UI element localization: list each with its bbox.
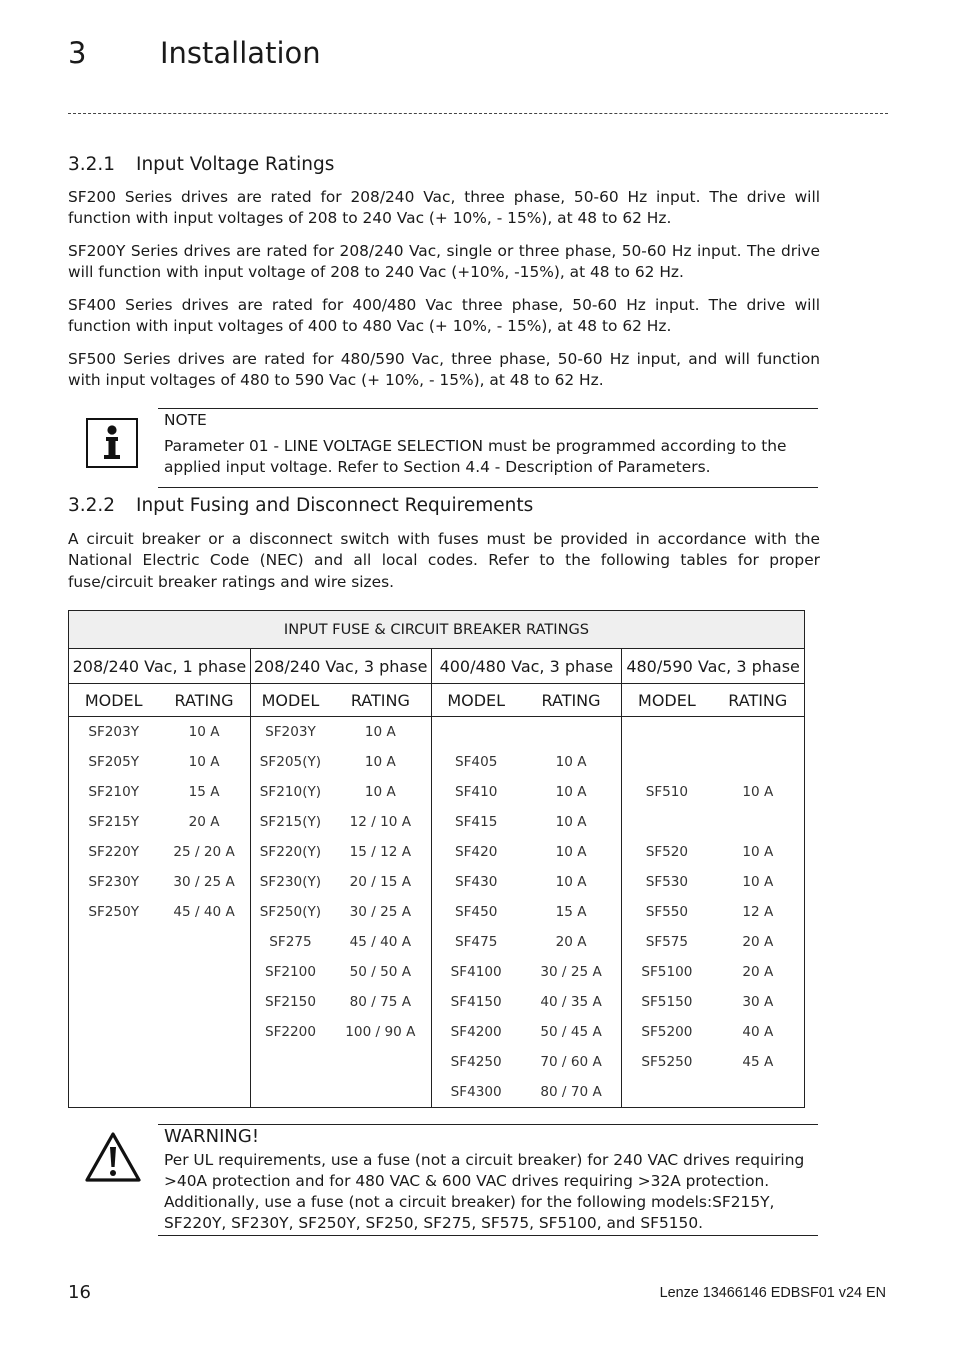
note-top-rule	[158, 408, 818, 409]
rating-cell: 15 / 12 A	[330, 837, 431, 867]
model-cell: SF4100	[431, 957, 521, 987]
rating-cell	[158, 1047, 250, 1077]
rating-cell	[330, 1077, 431, 1108]
model-cell	[69, 987, 159, 1017]
rating-cell: 10 A	[712, 777, 805, 807]
model-cell: SF250(Y)	[250, 897, 330, 927]
rating-cell: 12 / 10 A	[330, 807, 431, 837]
rating-cell: 10 A	[712, 867, 805, 897]
column-header-rating: RATING	[158, 684, 250, 717]
chapter-number: 3	[68, 36, 87, 70]
rating-cell: 15 A	[158, 777, 250, 807]
rating-cell	[158, 957, 250, 987]
rating-cell: 40 A	[712, 1017, 805, 1047]
model-cell: SF2100	[250, 957, 330, 987]
table-row	[69, 927, 805, 957]
model-cell: SF210Y	[69, 777, 159, 807]
rating-cell: 30 / 25 A	[521, 957, 622, 987]
table-row	[69, 1017, 805, 1047]
model-cell: SF530	[622, 867, 712, 897]
header-divider	[68, 113, 888, 114]
fuse-rating-table	[68, 610, 805, 1108]
column-header-rating: RATING	[712, 684, 805, 717]
model-cell: SF215Y	[69, 807, 159, 837]
group-header: 480/590 Vac, 3 phase	[622, 649, 805, 684]
rating-cell: 10 A	[330, 717, 431, 748]
table-row	[69, 957, 805, 987]
rating-cell: 10 A	[521, 867, 622, 897]
rating-cell: 45 A	[712, 1047, 805, 1077]
model-cell: SF210(Y)	[250, 777, 330, 807]
model-cell: SF5100	[622, 957, 712, 987]
model-cell: SF575	[622, 927, 712, 957]
model-cell: SF275	[250, 927, 330, 957]
rating-cell: 12 A	[712, 897, 805, 927]
model-cell: SF5200	[622, 1017, 712, 1047]
rating-cell: 20 / 15 A	[330, 867, 431, 897]
rating-cell: 30 A	[712, 987, 805, 1017]
model-cell	[69, 927, 159, 957]
group-header: 208/240 Vac, 3 phase	[250, 649, 431, 684]
rating-cell: 10 A	[158, 747, 250, 777]
rating-cell: 10 A	[521, 777, 622, 807]
model-cell: SF475	[431, 927, 521, 957]
model-cell: SF410	[431, 777, 521, 807]
model-cell: SF5150	[622, 987, 712, 1017]
model-cell: SF230Y	[69, 867, 159, 897]
rating-cell: 20 A	[521, 927, 622, 957]
warning-top-rule	[158, 1124, 818, 1125]
column-header-model: MODEL	[622, 684, 712, 717]
model-cell	[69, 1047, 159, 1077]
rating-cell: 50 / 50 A	[330, 957, 431, 987]
rating-cell: 10 A	[521, 807, 622, 837]
rating-cell: 40 / 35 A	[521, 987, 622, 1017]
model-cell: SF250Y	[69, 897, 159, 927]
section-title: Input Fusing and Disconnect Requirements	[136, 495, 534, 516]
group-header: 208/240 Vac, 1 phase	[69, 649, 251, 684]
paragraph-sf200: SF200 Series drives are rated for 208/240 Vac, three phase, 50-60 Hz input. The drive will function with input voltages of 208 to 240 Vac (+ 10%, - 15%), at 48 to 62 Hz.	[68, 188, 820, 228]
rating-cell: 25 / 20 A	[158, 837, 250, 867]
rating-cell	[158, 987, 250, 1017]
model-cell	[69, 1077, 159, 1108]
rating-cell: 15 A	[521, 897, 622, 927]
model-cell: SF4300	[431, 1077, 521, 1108]
table-title: INPUT FUSE & CIRCUIT BREAKER RATINGS	[69, 611, 805, 649]
model-cell: SF5250	[622, 1047, 712, 1077]
table-row	[69, 987, 805, 1017]
rating-cell: 10 A	[712, 837, 805, 867]
warning-bottom-rule	[158, 1235, 818, 1236]
warning-title: WARNING!	[164, 1126, 260, 1147]
section-number: 3.2.2	[68, 495, 116, 516]
paragraph-sf200y: SF200Y Series drives are rated for 208/240 Vac, single or three phase, 50-60 Hz input. The drive will function with input voltage of 208 to 240 Vac (+10%, -15%), at 48 to 62 Hz.	[68, 242, 820, 282]
rating-cell: 45 / 40 A	[330, 927, 431, 957]
info-icon	[86, 418, 138, 468]
table-row	[69, 1047, 805, 1077]
model-cell: SF203Y	[250, 717, 330, 748]
table-row	[69, 807, 805, 837]
model-cell: SF420	[431, 837, 521, 867]
table-row	[69, 1077, 805, 1108]
model-cell	[250, 1077, 330, 1108]
column-header-model: MODEL	[69, 684, 159, 717]
warning-body: Per UL requirements, use a fuse (not a circuit breaker) for 240 VAC drives requiring >40A protection and for 480 VAC & 600 VAC drives requiring >32A protection. Additionally, use a fuse (not a circuit breaker) for the following models:SF215Y, SF220Y, SF230Y, SF250Y, SF250, SF275, SF575, SF5100, and SF5150.	[164, 1151, 805, 1232]
rating-cell: 20 A	[712, 957, 805, 987]
model-cell: SF215(Y)	[250, 807, 330, 837]
model-cell	[622, 747, 712, 777]
model-cell: SF450	[431, 897, 521, 927]
table-row	[69, 717, 805, 748]
model-cell: SF550	[622, 897, 712, 927]
rating-cell	[712, 807, 805, 837]
model-cell: SF415	[431, 807, 521, 837]
note-bottom-rule	[158, 487, 818, 488]
rating-cell: 10 A	[330, 777, 431, 807]
rating-cell: 20 A	[158, 807, 250, 837]
model-cell: SF2150	[250, 987, 330, 1017]
document-reference: Lenze 13466146 EDBSF01 v24 EN	[659, 1285, 886, 1301]
model-cell: SF230(Y)	[250, 867, 330, 897]
paragraph-sf500: SF500 Series drives are rated for 480/590 Vac, three phase, 50-60 Hz input, and will function with input voltages of 480 to 590 Vac (+ 10%, - 15%), at 48 to 62 Hz.	[68, 350, 820, 390]
section-number: 3.2.1	[68, 154, 116, 175]
warning-icon	[84, 1131, 142, 1183]
rating-cell: 20 A	[712, 927, 805, 957]
section-title: Input Voltage Ratings	[136, 154, 335, 175]
model-cell: SF205(Y)	[250, 747, 330, 777]
rating-cell	[712, 1077, 805, 1108]
column-header-model: MODEL	[431, 684, 521, 717]
model-cell: SF520	[622, 837, 712, 867]
chapter-title: Installation	[160, 36, 321, 70]
model-cell: SF4250	[431, 1047, 521, 1077]
model-cell: SF405	[431, 747, 521, 777]
table-row	[69, 867, 805, 897]
rating-cell	[158, 927, 250, 957]
model-cell: SF4200	[431, 1017, 521, 1047]
rating-cell: 10 A	[330, 747, 431, 777]
model-cell	[431, 717, 521, 748]
rating-cell	[158, 1077, 250, 1108]
model-cell: SF430	[431, 867, 521, 897]
column-header-model: MODEL	[250, 684, 330, 717]
rating-cell	[330, 1047, 431, 1077]
note-title: NOTE	[164, 411, 207, 429]
rating-cell	[158, 1017, 250, 1047]
rating-cell: 30 / 25 A	[330, 897, 431, 927]
rating-cell: 50 / 45 A	[521, 1017, 622, 1047]
rating-cell: 45 / 40 A	[158, 897, 250, 927]
rating-cell: 70 / 60 A	[521, 1047, 622, 1077]
model-cell	[622, 807, 712, 837]
model-cell	[69, 1017, 159, 1047]
rating-cell	[712, 747, 805, 777]
rating-cell: 100 / 90 A	[330, 1017, 431, 1047]
model-cell: SF4150	[431, 987, 521, 1017]
column-header-rating: RATING	[330, 684, 431, 717]
note-body: Parameter 01 - LINE VOLTAGE SELECTION must be programmed according to the applied input voltage. Refer to Section 4.4 - Description of Parameters.	[164, 437, 787, 476]
table-row	[69, 897, 805, 927]
rating-cell: 10 A	[521, 837, 622, 867]
model-cell: SF203Y	[69, 717, 159, 748]
model-cell	[69, 957, 159, 987]
column-header-rating: RATING	[521, 684, 622, 717]
table-row	[69, 747, 805, 777]
model-cell: SF205Y	[69, 747, 159, 777]
model-cell: SF510	[622, 777, 712, 807]
page-number: 16	[68, 1282, 91, 1303]
group-header: 400/480 Vac, 3 phase	[431, 649, 622, 684]
table-row	[69, 837, 805, 867]
rating-cell	[521, 717, 622, 748]
model-cell	[622, 1077, 712, 1108]
model-cell	[622, 717, 712, 748]
model-cell: SF2200	[250, 1017, 330, 1047]
rating-cell: 30 / 25 A	[158, 867, 250, 897]
rating-cell: 10 A	[158, 717, 250, 748]
rating-cell	[712, 717, 805, 748]
model-cell: SF220(Y)	[250, 837, 330, 867]
table-row	[69, 777, 805, 807]
rating-cell: 10 A	[521, 747, 622, 777]
model-cell	[250, 1047, 330, 1077]
paragraph-sf400: SF400 Series drives are rated for 400/480 Vac three phase, 50-60 Hz input. The drive will function with input voltages of 400 to 480 Vac (+ 10%, - 15%), at 48 to 62 Hz.	[68, 296, 820, 336]
rating-cell: 80 / 75 A	[330, 987, 431, 1017]
model-cell: SF220Y	[69, 837, 159, 867]
rating-cell: 80 / 70 A	[521, 1077, 622, 1108]
paragraph-fusing: A circuit breaker or a disconnect switch with fuses must be provided in accordance with the National Electric Code (NEC) and all local codes. Refer to the following tables for proper fuse/circuit breaker ratings and wire sizes.	[68, 530, 820, 591]
